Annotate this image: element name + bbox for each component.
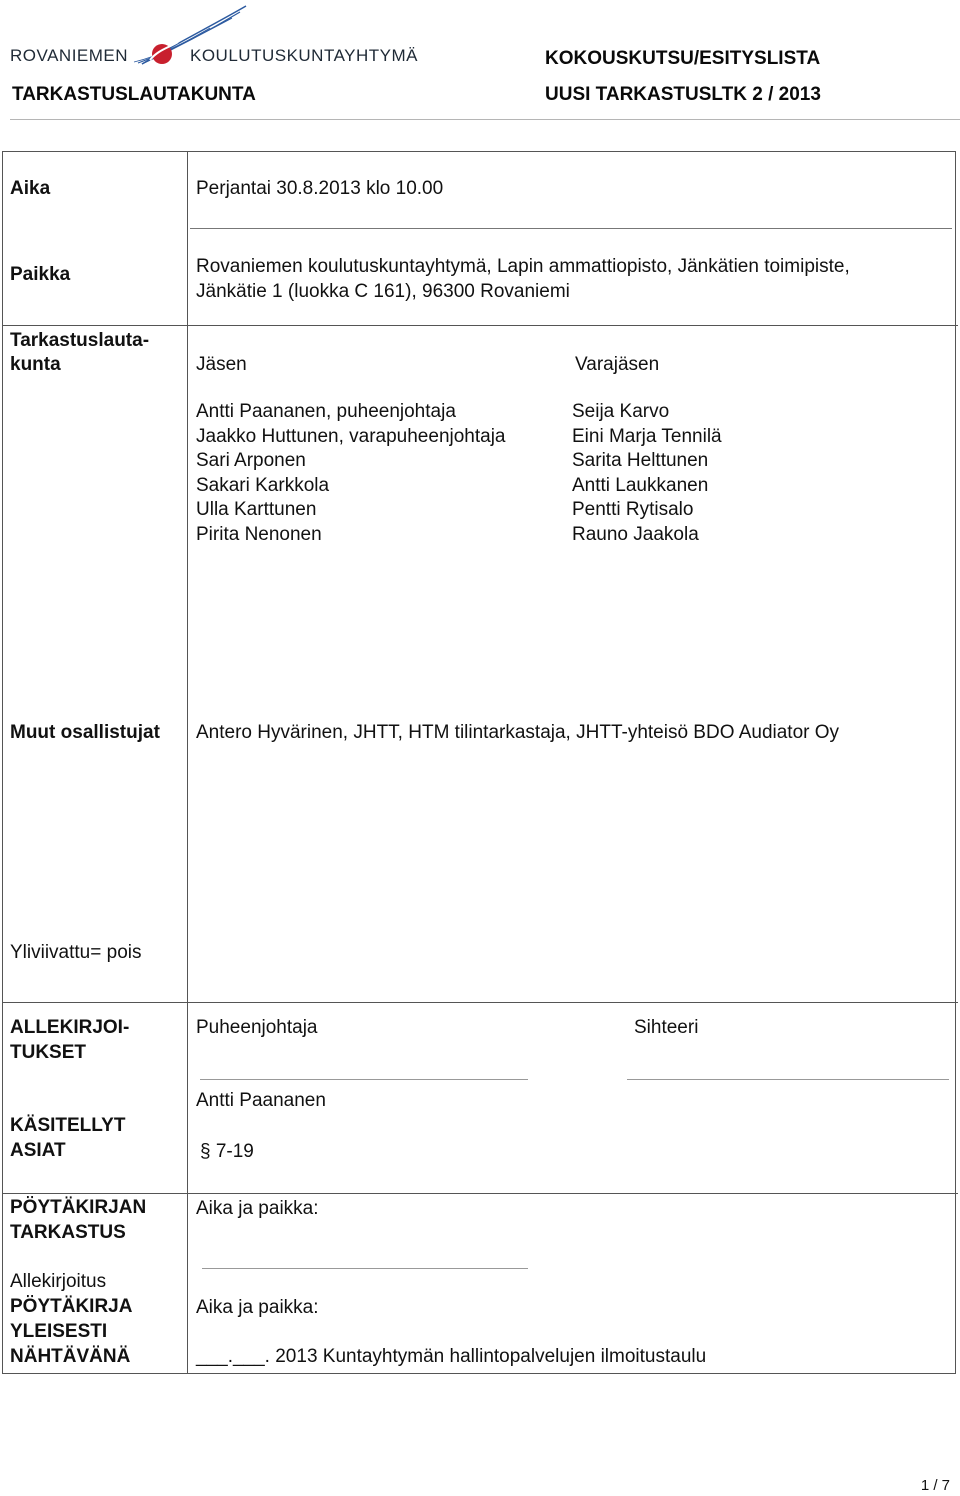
member-name: Sakari Karkkola (196, 474, 330, 496)
label-nahtavana-3: NÄHTÄVÄNÄ (10, 1346, 131, 1367)
member-name: Ulla Karttunen (196, 499, 317, 521)
other-participants: Antero Hyvärinen, JHTT, HTM tilintarkastaja, JHTT-yhteisö BDO Audiator Oy (196, 722, 840, 743)
label-tarkastus-1: PÖYTÄKIRJAN (10, 1197, 147, 1218)
label-lautakunta-1: Tarkastuslauta- (10, 330, 150, 351)
strikethrough-note: Yliviivattu= pois (10, 942, 142, 963)
label-allekirjoitukset-1: ALLEKIRJOI- (10, 1017, 130, 1038)
logo-text-right: KOULUTUSKUNTAYHTYMÄ (190, 46, 419, 65)
row-divider (2, 325, 958, 326)
document-type-title: KOKOUSKUTSU/ESITYSLISTA (545, 48, 821, 69)
logo-text-left: ROVANIEMEN (10, 46, 129, 65)
header-divider (10, 119, 960, 120)
committee-title: TARKASTUSLAUTAKUNTA (12, 84, 256, 105)
deputy-name: Pentti Rytisalo (572, 499, 694, 521)
public-display-date: ___.___. 2013 Kuntayhtymän hallintopalvelujen ilmoitustaulu (196, 1346, 707, 1367)
member-column-header: Jäsen (196, 354, 247, 375)
row-divider (2, 1002, 958, 1003)
meeting-place-line2: Jänkätie 1 (luokka C 161), 96300 Rovaniemi (196, 281, 570, 302)
chair-name: Antti Paananen (196, 1090, 326, 1111)
label-tarkastus-2: TARKASTUS (10, 1222, 126, 1243)
member-name: Jaakko Huttunen, varapuheenjohtaja (196, 425, 506, 447)
deputy-column-header: Varajäsen (575, 354, 660, 375)
deputy-name: Antti Laukkanen (572, 474, 709, 496)
row-divider (2, 1193, 958, 1194)
meeting-title: UUSI TARKASTUSLTK 2 / 2013 (545, 84, 821, 105)
meeting-time: Perjantai 30.8.2013 klo 10.00 (196, 178, 444, 199)
label-aika: Aika (10, 178, 51, 199)
label-muut-osallistujat: Muut osallistujat (10, 722, 160, 743)
meeting-place-line1: Rovaniemen koulutuskuntayhtymä, Lapin ammattiopisto, Jänkätien toimipiste, (196, 256, 850, 277)
public-time-place-label: Aika ja paikka: (196, 1297, 319, 1318)
label-kasitellyt-2: ASIAT (10, 1140, 66, 1161)
member-name: Sari Arponen (196, 450, 306, 472)
deputy-name: Eini Marja Tennilä (572, 425, 722, 447)
time-underline (190, 228, 952, 229)
member-list (196, 400, 506, 548)
label-allekirjoitukset-2: TUKSET (10, 1042, 86, 1063)
handled-items: § 7-19 (200, 1141, 254, 1162)
deputy-list (572, 400, 722, 548)
label-nahtavana-2: YLEISESTI (10, 1321, 108, 1342)
member-name: Pirita Nenonen (196, 523, 322, 545)
label-lautakunta-2: kunta (10, 354, 61, 375)
member-name: Antti Paananen, puheenjohtaja (196, 401, 456, 422)
secretary-signature-line (627, 1079, 949, 1080)
deputy-name: Rauno Jaakola (572, 523, 699, 545)
chair-label: Puheenjohtaja (196, 1017, 318, 1038)
review-signature-line (202, 1268, 528, 1269)
secretary-label: Sihteeri (634, 1017, 699, 1038)
signature-label: Allekirjoitus (10, 1271, 107, 1292)
review-time-place-label: Aika ja paikka: (196, 1198, 319, 1219)
deputy-name: Sarita Helttunen (572, 450, 709, 472)
chair-signature-line (200, 1079, 528, 1080)
page-number: 1 / 7 (920, 1477, 950, 1494)
label-kasitellyt-1: KÄSITELLYT (10, 1115, 126, 1136)
label-paikka: Paikka (10, 264, 71, 285)
table-column-divider (187, 151, 188, 1374)
deputy-name: Seija Karvo (572, 401, 670, 422)
label-nahtavana-1: PÖYTÄKIRJA (10, 1296, 133, 1317)
